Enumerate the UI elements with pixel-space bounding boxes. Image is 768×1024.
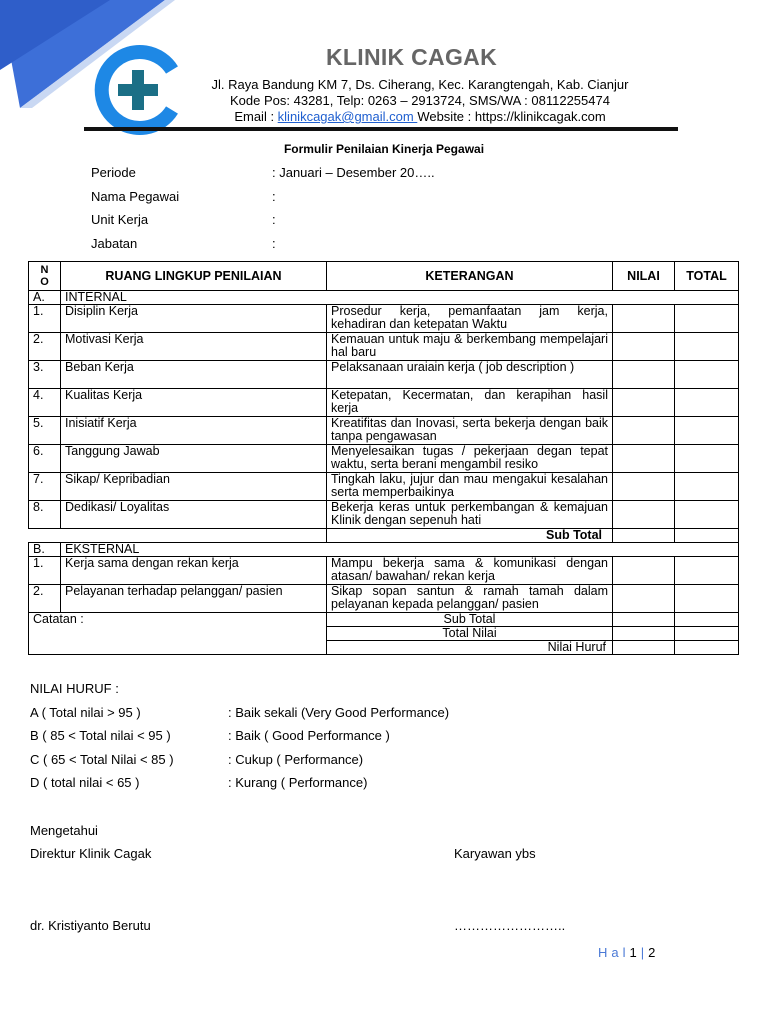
row-scope: Inisiatif Kerja (61, 417, 327, 445)
score-cell[interactable] (613, 305, 675, 333)
table-row (29, 501, 739, 529)
section-b-row (29, 543, 739, 557)
header-divider (84, 127, 678, 131)
row-desc: Kreatifitas dan Inovasi, serta bekerja dengan baik tanpa pengawasan (327, 417, 613, 445)
total-cell[interactable] (675, 361, 739, 389)
row-no: 8. (29, 501, 61, 529)
row-no: 5. (29, 417, 61, 445)
row-scope: Kerja sama dengan rekan kerja (61, 557, 327, 585)
page-hal-label: Hal (598, 945, 630, 960)
score-cell[interactable] (613, 445, 675, 473)
director-role: Direktur Klinik Cagak (30, 846, 152, 861)
score-cell[interactable] (613, 627, 675, 641)
clinic-address: Jl. Raya Bandung KM 7, Ds. Ciherang, Kec. Karangtengah, Kab. Cianjur (211, 77, 629, 92)
score-cell[interactable] (613, 473, 675, 501)
form-title: Formulir Penilaian Kinerja Pegawai (283, 142, 485, 156)
total-cell[interactable] (675, 389, 739, 417)
nilai-huruf-label: Nilai Huruf (327, 641, 613, 655)
row-no: 2. (29, 333, 61, 361)
row-scope: Pelayanan terhadap pelanggan/ pasien (61, 585, 327, 613)
table-row (29, 361, 739, 389)
evaluation-table (28, 261, 739, 655)
row-desc: Sikap sopan santun & ramah tamah dalam pelayanan kepada pelanggan/ pasien (327, 585, 613, 613)
table-row (29, 445, 739, 473)
total-cell[interactable] (675, 417, 739, 445)
score-cell[interactable] (613, 417, 675, 445)
row-no: 1. (29, 305, 61, 333)
row-no: 6. (29, 445, 61, 473)
grade-c-range: C ( 65 < Total Nilai < 85 ) (30, 752, 174, 767)
total-cell[interactable] (675, 529, 739, 543)
section-a-blank (327, 291, 739, 305)
section-b-blank (327, 543, 739, 557)
score-cell[interactable] (613, 361, 675, 389)
table-row (29, 473, 739, 501)
score-cell[interactable] (613, 333, 675, 361)
field-label-periode: Periode (91, 165, 136, 180)
employee-role: Karyawan ybs (454, 846, 536, 861)
external-subtotal-row (29, 613, 739, 627)
blank-cell (29, 529, 327, 543)
row-desc: Pelaksanaan uraiain kerja ( job description ) (327, 361, 613, 389)
row-no: 2. (29, 585, 61, 613)
grade-a-range: A ( Total nilai > 95 ) (30, 705, 141, 720)
field-value-jabatan: : (272, 236, 276, 251)
external-subtotal-label: Sub Total (327, 613, 613, 627)
row-desc: Mampu bekerja sama & komunikasi dengan atasan/ bawahan/ rekan kerja (327, 557, 613, 585)
row-no: 1. (29, 557, 61, 585)
field-value-nama: : (272, 189, 276, 204)
total-cell[interactable] (675, 585, 739, 613)
director-name: dr. Kristiyanto Berutu (30, 918, 151, 933)
row-desc: Kemauan untuk maju & berkembang mempelajari hal baru (327, 333, 613, 361)
table-row (29, 417, 739, 445)
total-cell[interactable] (675, 613, 739, 627)
total-cell[interactable] (675, 305, 739, 333)
row-scope: Beban Kerja (61, 361, 327, 389)
employee-signature-line: …………………….. (454, 918, 566, 933)
header-score: NILAI (613, 262, 675, 291)
table-row (29, 389, 739, 417)
website-text: Website : https://klinikcagak.com (417, 109, 606, 124)
score-cell[interactable] (613, 613, 675, 627)
grade-b-range: B ( 85 < Total nilai < 95 ) (30, 728, 171, 743)
notes-cell[interactable]: Catatan : (29, 613, 327, 655)
row-scope: Disiplin Kerja (61, 305, 327, 333)
total-cell[interactable] (675, 473, 739, 501)
clinic-name: KLINIK CAGAK (326, 44, 497, 70)
score-cell[interactable] (613, 585, 675, 613)
section-a-no: A. (29, 291, 61, 305)
page-total: 2 (648, 945, 656, 960)
row-desc: Prosedur kerja, pemanfaatan jam kerja, kehadiran dan ketepatan Waktu (327, 305, 613, 333)
page-current: 1 (629, 945, 637, 960)
row-desc: Bekerja keras untuk perkembangan & kemajuan Klinik dengan sepenuh hati (327, 501, 613, 529)
field-value-periode: : Januari – Desember 20….. (272, 165, 435, 180)
table-row (29, 305, 739, 333)
acknowledged-label: Mengetahui (30, 823, 98, 838)
total-cell[interactable] (675, 627, 739, 641)
grade-c-meaning: : Cukup ( Performance) (228, 752, 364, 767)
field-label-jabatan: Jabatan (91, 236, 138, 251)
grade-d-range: D ( total nilai < 65 ) (30, 775, 140, 790)
section-a-row (29, 291, 739, 305)
row-desc: Tingkah laku, jujur dan mau mengakui kesalahan serta memperbaikinya (327, 473, 613, 501)
row-no: 7. (29, 473, 61, 501)
page-separator: | (640, 945, 645, 960)
section-a-label: INTERNAL (61, 291, 327, 305)
score-cell[interactable] (613, 557, 675, 585)
email-link[interactable]: klinikcagak@gmail.com (277, 109, 418, 124)
row-scope: Kualitas Kerja (61, 389, 327, 417)
clinic-contact: Kode Pos: 43281, Telp: 0263 – 2913724, SMS/WA : 08112255474 (230, 93, 610, 108)
header-desc: KETERANGAN (327, 262, 613, 291)
row-desc: Menyelesaikan tugas / pekerjaan degan tepat waktu, serta berani mengambil resiko (327, 445, 613, 473)
section-b-label: EKSTERNAL (61, 543, 327, 557)
grade-b-meaning: : Baik ( Good Performance ) (228, 728, 390, 743)
email-label: Email : (234, 109, 278, 124)
total-nilai-label: Total Nilai (327, 627, 613, 641)
score-cell[interactable] (613, 641, 675, 655)
grading-title: NILAI HURUF : (30, 681, 119, 696)
score-cell[interactable] (613, 501, 675, 529)
table-header-row (29, 262, 739, 291)
clinic-email-website (180, 109, 660, 124)
clinic-logo-icon (92, 44, 184, 136)
table-row (29, 585, 739, 613)
page-number (598, 945, 655, 960)
score-cell[interactable] (613, 389, 675, 417)
internal-subtotal-row (29, 529, 739, 543)
row-no: 3. (29, 361, 61, 389)
row-no: 4. (29, 389, 61, 417)
header-scope: RUANG LINGKUP PENILAIAN (61, 262, 327, 291)
total-cell[interactable] (675, 501, 739, 529)
total-cell[interactable] (675, 557, 739, 585)
section-b-no: B. (29, 543, 61, 557)
row-desc: Ketepatan, Kecermatan, dan kerapihan hasil kerja (327, 389, 613, 417)
header-no: N O (29, 262, 61, 291)
row-scope: Dedikasi/ Loyalitas (61, 501, 327, 529)
row-scope: Sikap/ Kepribadian (61, 473, 327, 501)
grade-a-meaning: : Baik sekali (Very Good Performance) (228, 705, 450, 720)
header-total: TOTAL (675, 262, 739, 291)
field-value-unit: : (272, 212, 276, 227)
total-cell[interactable] (675, 445, 739, 473)
score-cell[interactable] (613, 529, 675, 543)
row-scope: Tanggung Jawab (61, 445, 327, 473)
grade-d-meaning: : Kurang ( Performance) (228, 775, 368, 790)
field-label-unit: Unit Kerja (91, 212, 149, 227)
total-cell[interactable] (675, 641, 739, 655)
total-cell[interactable] (675, 333, 739, 361)
table-row (29, 557, 739, 585)
internal-subtotal-label: Sub Total (327, 529, 613, 543)
field-label-nama: Nama Pegawai (91, 189, 180, 204)
row-scope: Motivasi Kerja (61, 333, 327, 361)
table-row (29, 333, 739, 361)
